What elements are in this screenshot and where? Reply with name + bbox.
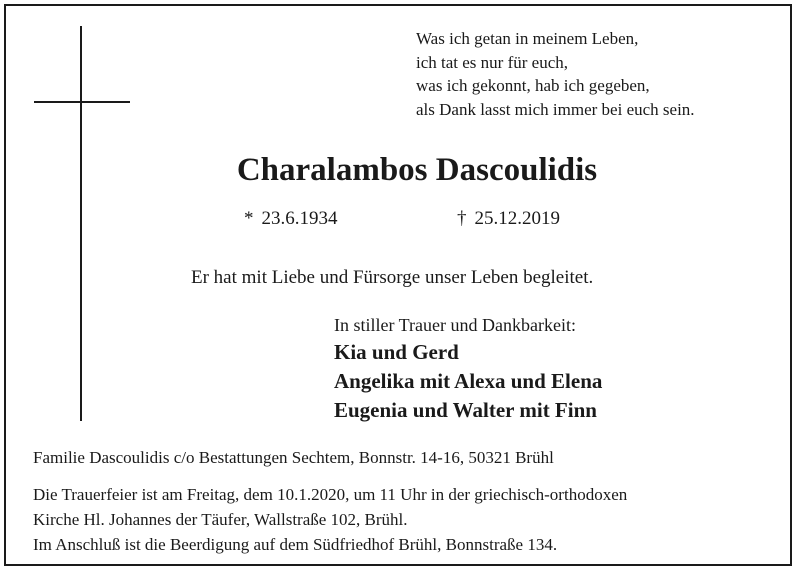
- poem-line: als Dank lasst mich immer bei euch sein.: [416, 99, 695, 119]
- funeral-details: [33, 482, 627, 557]
- mourner-name: Eugenia und Walter mit Finn: [334, 398, 597, 422]
- death-symbol: †: [457, 208, 467, 229]
- deceased-name: Charalambos Dascoulidis: [236, 152, 598, 188]
- poem-line: Was ich getan in meinem Leben,: [416, 29, 639, 48]
- family-address: Familie Dascoulidis c/o Bestattungen Sechtem, Bonnstr. 14-16, 50321 Brühl: [33, 448, 554, 467]
- deceased-name-row: [0, 150, 800, 190]
- death-date-row: [457, 206, 560, 232]
- mourner-name: Kia und Gerd: [334, 340, 459, 364]
- mourner-name: Angelika mit Alexa und Elena: [334, 369, 603, 393]
- mourners-block: [334, 312, 602, 425]
- birth-date: 23.6.1934: [261, 208, 338, 229]
- funeral-line: Kirche Hl. Johannes der Täufer, Wallstraße 102, Brühl.: [33, 510, 408, 529]
- mourners-intro: In stiller Trauer und Dankbarkeit:: [334, 315, 576, 335]
- poem-line: was ich gekonnt, hab ich gegeben,: [416, 76, 650, 95]
- poem: [416, 27, 695, 121]
- tribute-text: Er hat mit Liebe und Fürsorge unser Leben begleitet.: [191, 267, 594, 288]
- funeral-line: Im Anschluß ist die Beerdigung auf dem Südfriedhof Brühl, Bonnstraße 134.: [33, 535, 558, 554]
- cross-icon: [80, 26, 82, 421]
- funeral-line: Die Trauerfeier ist am Freitag, dem 10.1.2020, um 11 Uhr in der griechisch-orthodoxen: [33, 485, 628, 504]
- cross-icon-bar: [34, 101, 130, 103]
- birth-date-row: [244, 206, 338, 232]
- poem-line: ich tat es nur für euch,: [416, 52, 568, 72]
- death-date: 25.12.2019: [474, 208, 560, 229]
- birth-symbol: *: [244, 208, 254, 229]
